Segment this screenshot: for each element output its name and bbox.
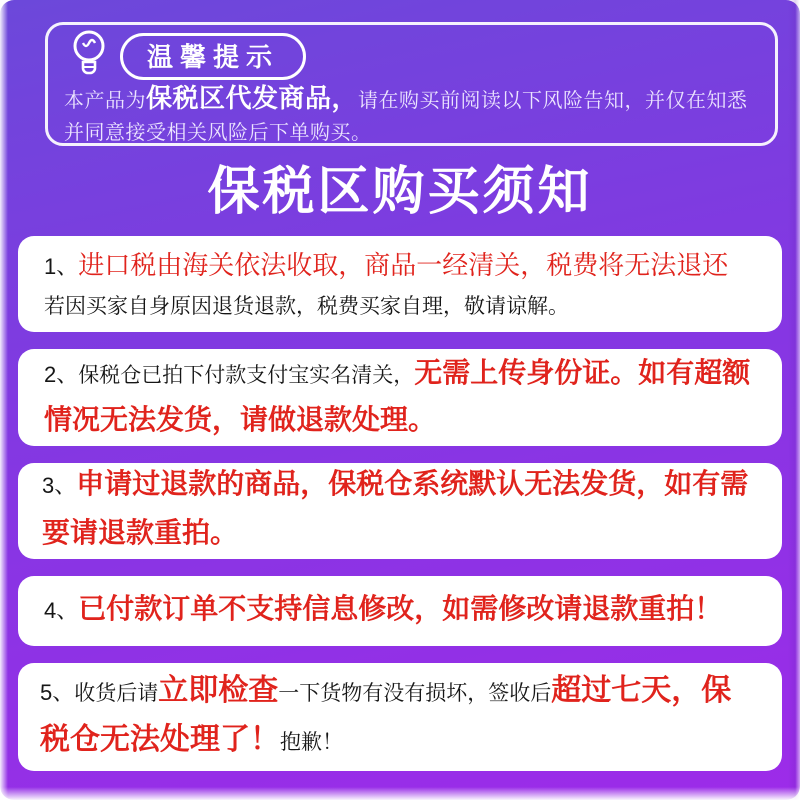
bottom-edge-fade xyxy=(0,787,800,800)
lightbulb-icon xyxy=(68,28,110,85)
warm-tips-header xyxy=(64,30,759,82)
notice-1-number: 1、 xyxy=(44,253,79,279)
notice-3-number: 3、 xyxy=(42,473,77,498)
right-edge-fade xyxy=(788,0,800,800)
notice-1-red-text: 进口税由海关依法收取，商品一经清关，税费将无法退还 xyxy=(78,249,729,280)
notice-2-text xyxy=(44,351,756,445)
notice-2-red-text: 无需上传身份证。如有超额情况无法发货，请做退款处理。 xyxy=(44,356,751,435)
notice-1-line-1 xyxy=(44,245,756,290)
left-edge-fade xyxy=(0,0,8,800)
notice-card-3 xyxy=(18,463,782,559)
notice-5-black-1: 收货后请 xyxy=(74,682,159,705)
notice-5-text xyxy=(40,668,760,766)
notice-4-text xyxy=(44,589,756,634)
notice-1-line-2: 若因买家自身原因退货退款，税费买家自理，敬请谅解。 xyxy=(44,294,569,318)
notice-3-text xyxy=(42,462,758,560)
risk-intro-post: 请在购买前阅读以下风险告知，并仅在知悉 xyxy=(358,90,748,112)
notice-3-red-text: 申请过退款的商品，保税仓系统默认无法发货，如有需要请退款重拍。 xyxy=(42,468,749,548)
notice-4-red-text: 已付款订单不支持信息修改，如需修改请退款重拍！ xyxy=(78,592,723,624)
risk-intro-text xyxy=(64,82,759,149)
warm-tips-badge: 温馨提示 xyxy=(120,33,306,80)
notice-card-5 xyxy=(18,663,782,771)
notice-card-1 xyxy=(18,236,782,332)
notice-4-number: 4、 xyxy=(44,597,79,623)
notice-5-black-2: 一下货物有没有损坏，签收后 xyxy=(278,682,552,705)
warm-tips-box xyxy=(45,22,778,146)
notice-2-number: 2、 xyxy=(44,361,79,387)
notice-5-number: 5、 xyxy=(40,680,75,705)
notice-card-2 xyxy=(18,349,782,446)
notice-5-red-2: 超过七天，保税仓无法处理了！ xyxy=(40,674,732,756)
risk-intro-line2: 并同意接受相关风险后下单购买。 xyxy=(64,122,372,144)
notice-5-red-1: 立即检查 xyxy=(158,674,279,707)
notice-card-4 xyxy=(18,576,782,646)
bonded-product-highlight: 保税区代发商品， xyxy=(146,83,359,113)
page-title: 保税区购买须知 xyxy=(207,163,593,221)
risk-intro-pre: 本产品为 xyxy=(64,90,146,112)
notice-5-black-3: 抱歉！ xyxy=(280,731,343,754)
notice-2-black-text: 保税仓已拍下付款支付宝实名清关， xyxy=(78,363,415,387)
